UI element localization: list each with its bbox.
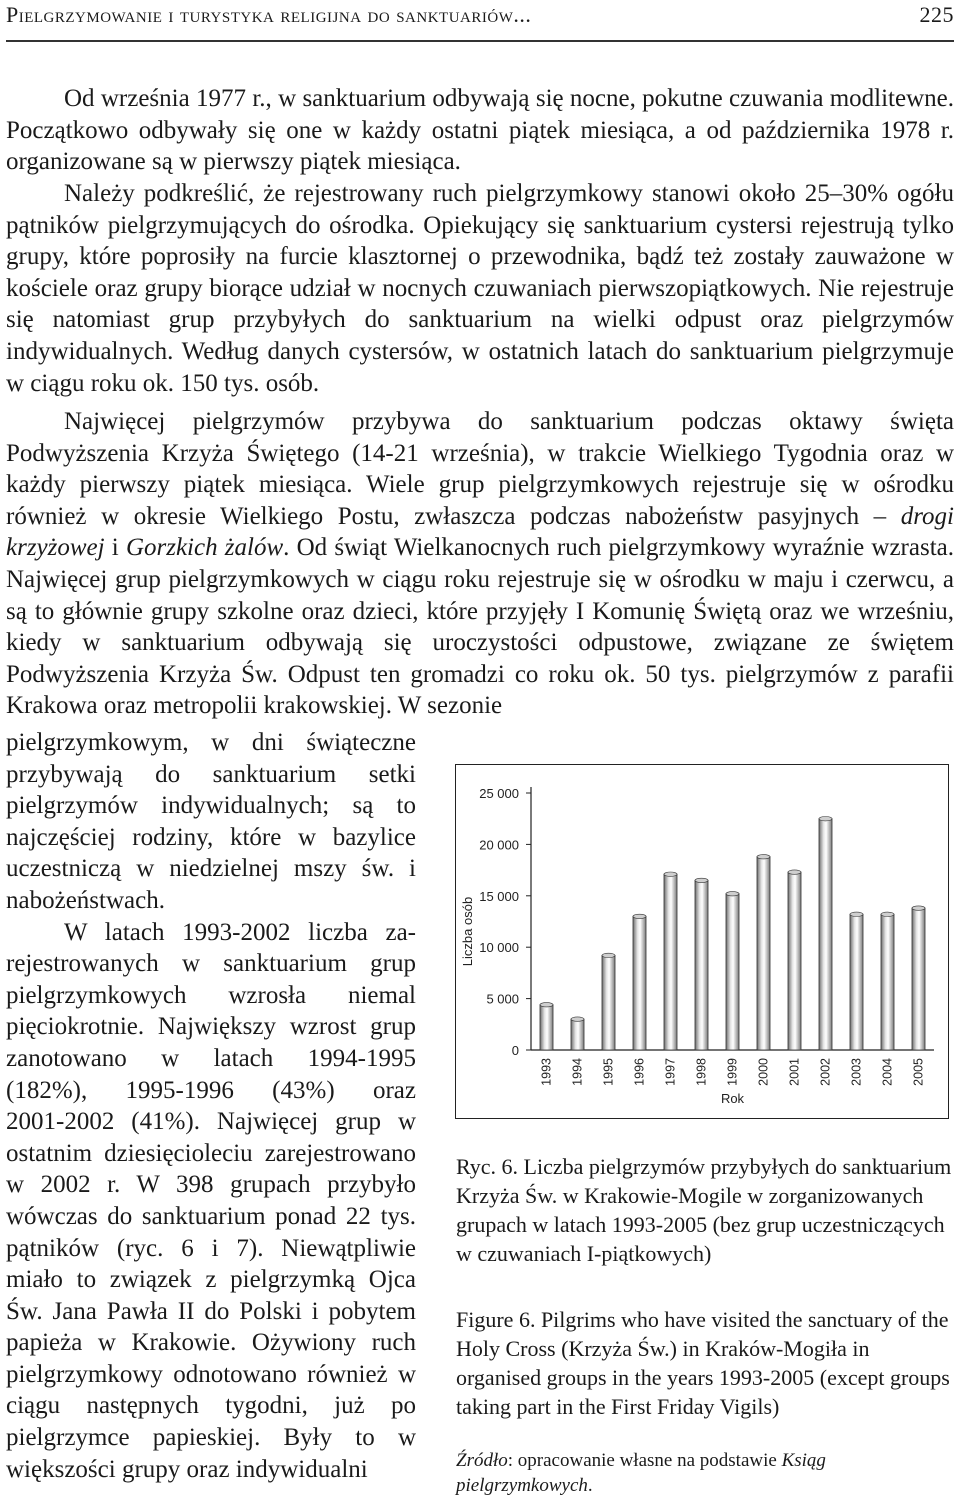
y-tick-label: 15 000 (479, 888, 519, 904)
bar-2005 (912, 908, 925, 1050)
bar-top-2005 (912, 906, 925, 910)
paragraph-growth: W latach 1993-2002 liczba zarejestrowanych w sanktuarium grup pielgrzymkowych wzrosła niemal pięciokrotnie. Największy wzrost grup zanotowano w latach 1994-1995 (182%), 1995-1996 (43%) oraz 2001-2002 (41%). Najwięcej grup w ostatnim dziesięcioleciu zarejestrowano w 2002 r. W 398 grupach przybyło wówczas do sanktuarium ponad 22 tys. pątników (ryc. 6 i 7). Niewątpliwie miało to związek z pielgrzymką Ojca Św. Jana Pawła II do Polski i pobytem papieża w Krakowie. Ożywiony ruch pielgrzymkowy odnotowano również w ciągu następnych tygodni, już po pielgrzymce papieskiej. Były to w większości grupy oraz indywidualni (6, 918, 416, 1483)
bar-top-2004 (881, 912, 894, 916)
source-text: : opracowanie własne na podstawie (507, 1450, 782, 1471)
bar-1997 (664, 874, 677, 1050)
x-tick-label: 1996 (632, 1058, 647, 1086)
bar-top-2003 (850, 912, 863, 916)
bar-2001 (788, 872, 801, 1050)
paragraph-vigils: Od września 1977 r., w sanktuarium odbywają się nocne, pokutne czuwania modlitewne. Początkowo odbywały się one w każdy ostatni piątek miesiąca, a od października 1978 r. organizowane są w pierwszy piątek miesiąca. (6, 85, 954, 176)
y-axis-label: Liczba osób (460, 896, 475, 967)
bar-2004 (881, 914, 894, 1050)
x-tick-label: 2003 (849, 1058, 864, 1086)
way-of-cross-term: drogi krzyżowej (6, 502, 954, 562)
source-end: . (587, 1475, 593, 1496)
running-header (6, 0, 954, 42)
figure-6-chart (455, 764, 949, 1119)
bar-1999 (726, 894, 739, 1050)
bar-1996 (633, 916, 646, 1050)
x-tick-label: 1993 (539, 1058, 554, 1086)
bar-top-2002 (819, 817, 832, 821)
bar-top-2000 (757, 855, 770, 859)
x-tick-label: 2000 (756, 1058, 771, 1086)
y-tick-label: 10 000 (479, 940, 519, 956)
paragraph-registration: Należy podkreślić, że rejestrowany ruch pielgrzymkowy stanowi około 25–30% ogółu pątników pielgrzymujących do ośrodka. Opiekujący się sanktuarium cystersi rejestrują tylko grupy, które poprosiły na furcie klasztornej o przewodnika, bądź też zostały zauważone w kościele oraz grupy biorące udział w nocnych czuwaniach pierwszopiątkowych. Nie rejestruje się natomiast grup przybyłych do sanktuarium na wielki odpust oraz pielgrzymów indywidualnych. Według danych cystersów, w ostatnich latach do sanktuarium pielgrzymuje w ciągu roku ok. 150 tys. osób. (6, 180, 954, 397)
bar-top-1999 (726, 892, 739, 896)
x-axis-label: Rok (720, 1091, 745, 1106)
bar-top-1993 (540, 1003, 553, 1007)
x-tick-label: 1994 (570, 1058, 585, 1086)
y-tick-label: 0 (511, 1043, 519, 1058)
figure-caption-en: Figure 6. Pilgrims who have visited the sanctuary of the Holy Cross (Krzyża Św.) in Kraków-Mogiła in organised groups in the years 1993-2005 (except groups taking part in the First Friday Vigils) (456, 1307, 950, 1419)
source-book: Ksiąg pielgrzymkowych (456, 1450, 826, 1496)
bar-top-2001 (788, 870, 801, 874)
paragraph-peak-periods-part1: Najwięcej pielgrzymów przybywa do sanktuarium podczas oktawy święta Podwyższenia Krzyża Świętego (14-21 września), w trakcie Wielkiego Tygodnia oraz w każdy pierwszy piątek miesiąca. Wiele grup pielgrzymkowych rejestruje się w ośrodku również w okresie Wielkiego Postu, zwłaszcza podczas nabożeństw pasyjnych – (6, 408, 954, 530)
x-tick-label: 1995 (601, 1058, 616, 1086)
x-tick-label: 1998 (694, 1058, 709, 1086)
x-tick-label: 2002 (818, 1058, 833, 1086)
bar-top-1994 (571, 1017, 584, 1021)
bar-1993 (540, 1005, 553, 1050)
source-label: Źródło (456, 1450, 508, 1471)
bar-top-1997 (664, 872, 677, 876)
y-tick-label: 20 000 (479, 837, 519, 853)
x-tick-label: 2005 (911, 1058, 926, 1086)
figure-source (456, 1448, 936, 1498)
y-tick-label: 25 000 (479, 786, 519, 801)
figure-caption-pl: Ryc. 6. Liczba pielgrzymów przybyłych do sanktuarium Krzyża Św. w Krakowie-Mogile w zorganizowanych grupach w latach 1993-2005 (bez grup uczestniczących w czuwaniach I-piątkowych) (456, 1154, 952, 1266)
bar-top-1998 (695, 878, 708, 882)
paragraph-peak-periods (6, 406, 954, 722)
bar-2000 (757, 857, 770, 1050)
left-column (6, 727, 416, 1485)
bar-2003 (850, 914, 863, 1050)
bar-chart (456, 765, 950, 1120)
bar-1994 (571, 1019, 584, 1050)
bar-2002 (819, 819, 832, 1050)
paragraph-season-continued: pielgrzymkowym, w dni świąteczne przybywają do sanktuarium setki pielgrzymów indywidualnych; są to najczęściej rodziny, które w bazylice uczestniczą w niedzielnej mszy św. i nabożeństwach. (6, 729, 416, 914)
running-title: Pielgrzymowanie i turystyka religijna do sanktuariów... (6, 2, 532, 27)
conjunction: i (104, 534, 126, 562)
gorzkie-zale-term: Gorzkich żalów (125, 534, 284, 562)
page-number: 225 (919, 2, 954, 27)
x-tick-label: 2004 (880, 1058, 895, 1086)
bar-1995 (602, 955, 615, 1050)
paragraph-peak-periods-part2: . Od świąt Wielkanocnych ruch pielgrzymkowy wyraźnie wzrasta. Najwięcej grup pielgrzymkowych w ciągu roku rejestruje się w ośrodku w maju i czerwcu, a są to głównie grupy szkolne oraz dzieci, które przyjęły I Komunię Świętą oraz we wrześniu, kiedy w sanktuarium odbywają się uroczystości odpustowe, związane ze świętem Podwyższenia Krzyża Św. Odpust ten gromadzi co roku ok. 50 tys. pielgrzymów z parafii Krakowa oraz metropolii krakowskiej. W sezonie (6, 534, 954, 720)
bar-top-1996 (633, 914, 646, 918)
x-tick-label: 2001 (787, 1058, 802, 1086)
x-tick-label: 1997 (663, 1058, 678, 1086)
bar-1998 (695, 880, 708, 1050)
bar-top-1995 (602, 953, 615, 957)
y-tick-label: 5 000 (486, 991, 519, 1007)
x-tick-label: 1999 (725, 1058, 740, 1086)
